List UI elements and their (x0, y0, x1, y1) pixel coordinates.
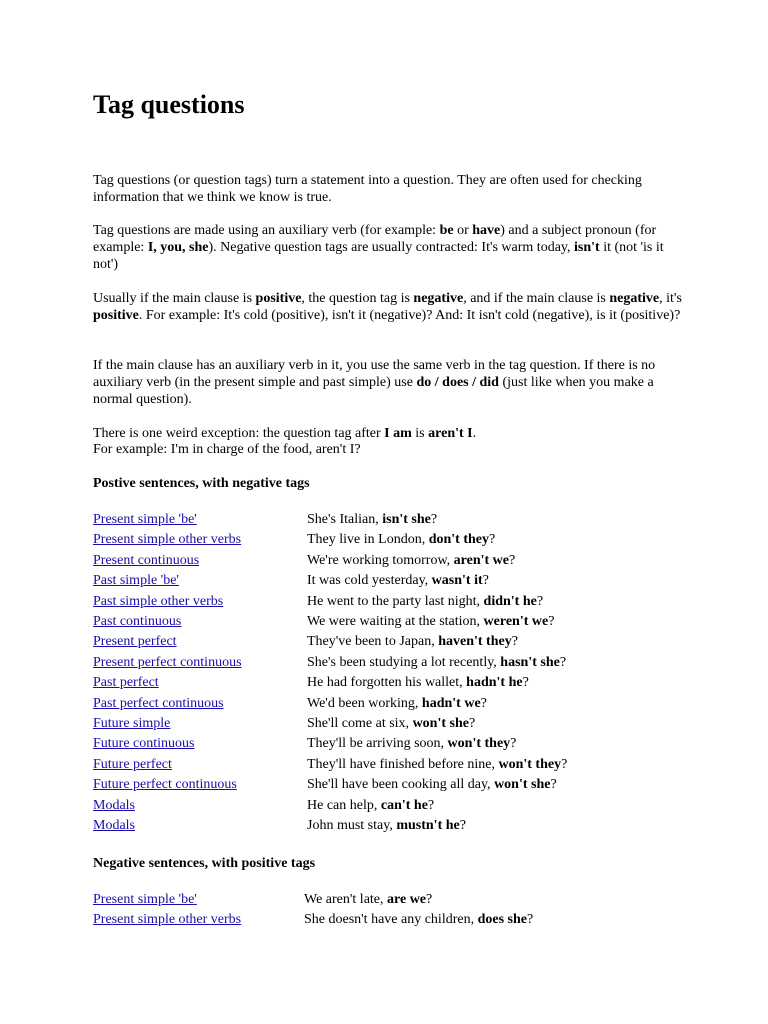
question-mark: ? (468, 716, 476, 731)
question-mark: ? (482, 573, 489, 589)
text-run: . For example: It's cold (positive), isn't it (negative)? And: It isn't cold (negative), is it (positive)? (138, 308, 681, 323)
example-sentence (307, 674, 529, 691)
example-sentence (307, 633, 518, 650)
question-tag: haven't they (438, 634, 512, 650)
question-tag: mustn't he (396, 818, 460, 833)
text-run: ). Negative question tags are usually contracted: It's warm today, (208, 240, 574, 255)
sentence-row (93, 817, 713, 837)
grammar-link[interactable]: Future simple (93, 716, 171, 731)
sentence-row (93, 911, 713, 931)
grammar-link[interactable]: Past perfect continuous (93, 695, 224, 711)
question-tag: won't she (412, 716, 469, 731)
example-sentence (304, 911, 533, 928)
grammar-link[interactable]: Present simple other verbs (93, 532, 242, 548)
text-run: , and if the main clause is (463, 291, 610, 306)
text-run: There is one weird exception: the question tag after (93, 426, 385, 441)
example-text: She doesn't have any children, (304, 912, 478, 928)
grammar-link[interactable]: Future perfect (93, 756, 172, 772)
sentence-row (93, 613, 713, 633)
question-mark: ? (510, 736, 517, 752)
example-sentence (307, 695, 487, 712)
grammar-link[interactable]: Past simple 'be' (93, 573, 179, 589)
example-sentence (307, 531, 495, 548)
grammar-link[interactable]: Future perfect continuous (93, 777, 237, 793)
sentence-row (93, 756, 713, 776)
text-run: is (411, 426, 429, 441)
grammar-link[interactable]: Present simple 'be' (93, 512, 197, 527)
question-mark: ? (427, 797, 435, 813)
question-tag: aren't we (453, 552, 510, 568)
question-tag: can't he (380, 797, 428, 813)
question-mark: ? (559, 654, 567, 670)
positive-section-heading: Postive sentences, with negative tags (93, 476, 310, 491)
example-text: She'll come at six, (307, 716, 413, 731)
example-text: We're working tomorrow, (307, 552, 454, 568)
question-mark: ? (548, 614, 555, 629)
question-tag: won't they (498, 756, 562, 772)
question-mark: ? (561, 756, 568, 772)
example-text: They live in London, (307, 532, 429, 548)
example-text: We were waiting at the station, (307, 614, 484, 629)
example-sentence (307, 511, 437, 528)
question-mark: ? (489, 532, 496, 548)
sentence-row (93, 797, 713, 817)
example-text: He can help, (307, 797, 381, 813)
bold-text: I am (384, 426, 412, 441)
bold-text: be (439, 223, 454, 238)
question-tag: hadn't he (466, 675, 523, 691)
example-sentence (307, 552, 515, 569)
sentence-row (93, 654, 713, 674)
question-tag: didn't he (483, 593, 537, 609)
example-text: They'll have finished before nine, (307, 756, 499, 772)
question-mark: ? (527, 912, 534, 928)
sentence-row (93, 674, 713, 694)
text-run: or (453, 223, 473, 238)
sentence-row (93, 572, 713, 592)
question-tag: weren't we (483, 614, 549, 629)
sentence-row (93, 531, 713, 551)
grammar-link[interactable]: Present perfect (93, 634, 177, 650)
grammar-link[interactable]: Present simple other verbs (93, 912, 242, 928)
grammar-link[interactable]: Future continuous (93, 736, 195, 752)
grammar-link[interactable]: Present perfect continuous (93, 654, 242, 670)
example-sentence (307, 776, 557, 793)
grammar-link[interactable]: Modals (93, 797, 135, 813)
intro-paragraph-2 (93, 222, 683, 273)
sentence-row (93, 776, 713, 796)
text-run: Tag questions are made using an auxiliary verb (for example: (93, 223, 440, 238)
example-sentence (304, 891, 432, 908)
example-sentence (307, 817, 466, 834)
example-text: He went to the party last night, (307, 593, 484, 609)
intro-paragraph-4 (93, 357, 683, 408)
grammar-link[interactable]: Past continuous (93, 614, 182, 629)
bold-text: aren't I (428, 426, 473, 441)
example-sentence (307, 735, 516, 752)
example-sentence (307, 572, 489, 589)
grammar-link[interactable]: Modals (93, 818, 135, 833)
bold-text: have (472, 223, 501, 238)
sentence-row (93, 552, 713, 572)
question-tag: hadn't we (421, 695, 481, 711)
exception-example: For example: I'm in charge of the food, aren't I? (93, 442, 361, 457)
question-mark: ? (536, 593, 544, 609)
sentence-row (93, 891, 713, 911)
text-run: ) and a subject pronoun (for example: (93, 223, 657, 255)
example-text: She's Italian, (307, 512, 383, 527)
question-tag: won't they (447, 736, 511, 752)
bold-text: negative (413, 291, 464, 306)
text-run: , it's (659, 291, 682, 306)
question-mark: ? (511, 634, 518, 650)
example-text: We'd been working, (307, 695, 422, 711)
example-text: She'll have been cooking all day, (307, 777, 495, 793)
bold-text: positive (255, 291, 302, 306)
grammar-link[interactable]: Past simple other verbs (93, 593, 224, 609)
text-run: If the main clause has an auxiliary verb in it, you use the same verb in the tag question. If there is no auxiliary verb (in the present simple and past simple) use (93, 358, 656, 390)
example-text: It was cold yesterday, (307, 573, 432, 589)
example-text: John must stay, (307, 818, 397, 833)
bold-text: negative (609, 291, 660, 306)
sentence-row (93, 593, 713, 613)
negative-section-heading: Negative sentences, with positive tags (93, 856, 316, 871)
sentence-row (93, 695, 713, 715)
example-sentence (307, 756, 567, 773)
question-tag: does she (477, 912, 527, 928)
text-run: Usually if the main clause is (93, 291, 256, 306)
sentence-row (93, 715, 713, 735)
question-mark: ? (509, 552, 516, 568)
text-run: it (not 'is it not') (93, 240, 664, 272)
question-mark: ? (426, 892, 433, 907)
question-mark: ? (480, 695, 487, 711)
example-sentence (307, 715, 475, 732)
question-mark: ? (430, 512, 438, 527)
grammar-link[interactable]: Present continuous (93, 552, 200, 568)
bold-text: do / does / did (416, 375, 499, 390)
question-tag: are we (387, 892, 427, 907)
question-mark: ? (459, 818, 466, 833)
example-sentence (307, 593, 543, 610)
page-title: Tag questions (93, 90, 245, 119)
question-tag: wasn't it (431, 573, 483, 589)
example-sentence (307, 654, 566, 671)
bold-text: I, you, she (147, 240, 209, 255)
text-run: . (472, 426, 477, 441)
example-text: They'll be arriving soon, (307, 736, 448, 752)
example-text: They've been to Japan, (307, 634, 439, 650)
example-text: We aren't late, (304, 892, 388, 907)
question-mark: ? (550, 777, 557, 793)
example-text: He had forgotten his wallet, (307, 675, 467, 691)
question-tag: don't they (428, 532, 489, 548)
text-run: , the question tag is (301, 291, 414, 306)
question-tag: isn't she (382, 512, 431, 527)
example-sentence (307, 613, 554, 630)
sentence-row (93, 511, 713, 531)
question-mark: ? (522, 675, 529, 691)
intro-paragraph-1: Tag questions (or question tags) turn a statement into a question. They are often used for checking information that we think we know is true. (93, 173, 642, 205)
example-text: She's been studying a lot recently, (307, 654, 501, 670)
sentence-row (93, 735, 713, 755)
grammar-link[interactable]: Past perfect (93, 675, 159, 691)
grammar-link[interactable]: Present simple 'be' (93, 892, 197, 907)
bold-text: isn't (574, 240, 600, 255)
question-tag: won't she (494, 777, 551, 793)
exception-paragraph (93, 425, 683, 442)
intro-paragraph-3 (93, 290, 683, 324)
text-run: (just like when you make a normal question). (93, 375, 654, 407)
bold-text: positive (93, 308, 139, 323)
example-sentence (307, 797, 434, 814)
sentence-row (93, 633, 713, 653)
question-tag: hasn't she (500, 654, 560, 670)
